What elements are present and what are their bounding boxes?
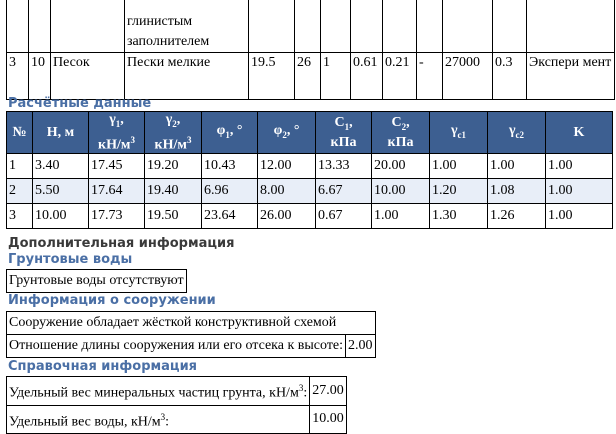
calc-table-row bbox=[7, 179, 613, 204]
header-gamma-c1: $\gamma_{c1}$ bbox=[430, 112, 488, 154]
header-number: № bbox=[7, 112, 33, 154]
soil-table-row bbox=[7, 53, 615, 100]
mineral-weight-value: 27.00 bbox=[310, 377, 347, 406]
soil-cell: 26 bbox=[295, 53, 321, 100]
soil-cell: 10 bbox=[29, 53, 51, 100]
calc-cell: 19.40 bbox=[145, 179, 202, 204]
calc-cell: 23.64 bbox=[202, 204, 258, 229]
reference-info-title: Справочная информация bbox=[8, 359, 198, 374]
soil-table bbox=[6, 0, 615, 100]
calc-cell: 2 bbox=[7, 179, 33, 204]
soil-cell: 3 bbox=[7, 53, 29, 100]
calc-cell: 3 bbox=[7, 204, 33, 229]
calc-cell: 1.00 bbox=[372, 204, 430, 229]
calc-cell: 5.50 bbox=[33, 179, 89, 204]
soil-cell: 0.61 bbox=[351, 53, 383, 100]
structure-scheme-text: Сооружение обладает жёсткой конструктивной схемой bbox=[7, 312, 376, 335]
groundwater-table bbox=[6, 269, 187, 293]
header-gamma-c2: $\gamma_{c2}$ bbox=[488, 112, 546, 154]
calc-table bbox=[6, 111, 613, 229]
calc-cell: 1 bbox=[7, 154, 33, 179]
calc-section-title: Расчётные данные bbox=[8, 96, 152, 111]
reference-table bbox=[6, 376, 347, 434]
soil-cell: 0.21 bbox=[383, 53, 417, 100]
soil-cell: 27000 bbox=[443, 53, 493, 100]
soil-cell: Экспери мент bbox=[527, 53, 615, 100]
water-weight-label: Удельный вес воды, $кН/м^3$: bbox=[7, 405, 310, 434]
header-phi2: $\varphi_2$, ° bbox=[258, 112, 316, 154]
soil-table-prev-row bbox=[7, 0, 615, 53]
calc-cell: 19.20 bbox=[145, 154, 202, 179]
soil-cell: 19.5 bbox=[249, 53, 295, 100]
calc-cell: 1.26 bbox=[488, 204, 546, 229]
groundwater-text: Грунтовые воды отсутствуют bbox=[7, 270, 187, 293]
soil-cell: Песок bbox=[51, 53, 125, 100]
header-c2: $C_2$, кПа bbox=[372, 112, 430, 154]
calc-cell: 19.50 bbox=[145, 204, 202, 229]
calc-cell: 0.67 bbox=[316, 204, 372, 229]
header-k: K bbox=[546, 112, 613, 154]
calc-cell: 17.73 bbox=[89, 204, 145, 229]
calc-cell: 26.00 bbox=[258, 204, 316, 229]
additional-info-title: Дополнительная информация bbox=[8, 236, 235, 251]
header-depth: H, м bbox=[33, 112, 89, 154]
calc-cell: 20.00 bbox=[372, 154, 430, 179]
calc-table-body bbox=[7, 154, 613, 229]
calc-cell: 17.45 bbox=[89, 154, 145, 179]
calc-cell: 3.40 bbox=[33, 154, 89, 179]
header-gamma1: $\gamma_1$, $кН/м^3$ bbox=[89, 112, 145, 154]
calc-cell: 1.00 bbox=[546, 204, 613, 229]
soil-cell: 1 bbox=[321, 53, 351, 100]
calc-cell: 10.43 bbox=[202, 154, 258, 179]
soil-cell: - bbox=[417, 53, 443, 100]
calc-cell: 1.20 bbox=[430, 179, 488, 204]
structure-ratio-value: 2.00 bbox=[346, 335, 376, 358]
structure-info-title: Информация о сооружении bbox=[8, 293, 216, 308]
calc-cell: 1.00 bbox=[488, 154, 546, 179]
structure-table bbox=[6, 311, 376, 358]
calc-cell: 10.00 bbox=[33, 204, 89, 229]
soil-cell: Пески мелкие bbox=[125, 53, 249, 100]
calc-table-row bbox=[7, 154, 613, 179]
mineral-weight-label: Удельный вес минеральных частиц грунта, $кН/м^3$: bbox=[7, 377, 310, 406]
calc-cell: 13.33 bbox=[316, 154, 372, 179]
calc-table-row bbox=[7, 204, 613, 229]
calc-cell: 6.67 bbox=[316, 179, 372, 204]
calc-cell: 17.64 bbox=[89, 179, 145, 204]
calc-cell: 6.96 bbox=[202, 179, 258, 204]
structure-ratio-label: Отношение длины сооружения или его отсека к высоте: bbox=[7, 335, 346, 358]
header-c1: $C_1$, кПа bbox=[316, 112, 372, 154]
calc-cell: 1.08 bbox=[488, 179, 546, 204]
header-gamma2: $\gamma_2$, $кН/м^3$ bbox=[145, 112, 202, 154]
soil-prev-description: глинистым заполнителем bbox=[125, 0, 249, 53]
calc-cell: 1.00 bbox=[546, 179, 613, 204]
calc-cell: 8.00 bbox=[258, 179, 316, 204]
calc-cell: 1.00 bbox=[546, 154, 613, 179]
calc-cell: 12.00 bbox=[258, 154, 316, 179]
calc-cell: 1.30 bbox=[430, 204, 488, 229]
header-phi1: $\varphi_1$, ° bbox=[202, 112, 258, 154]
water-weight-value: 10.00 bbox=[310, 405, 347, 434]
groundwater-title: Грунтовые воды bbox=[8, 252, 133, 267]
calc-cell: 1.00 bbox=[430, 154, 488, 179]
soil-cell: 0.3 bbox=[493, 53, 527, 100]
calc-cell: 10.00 bbox=[372, 179, 430, 204]
calc-header-row bbox=[7, 112, 613, 154]
